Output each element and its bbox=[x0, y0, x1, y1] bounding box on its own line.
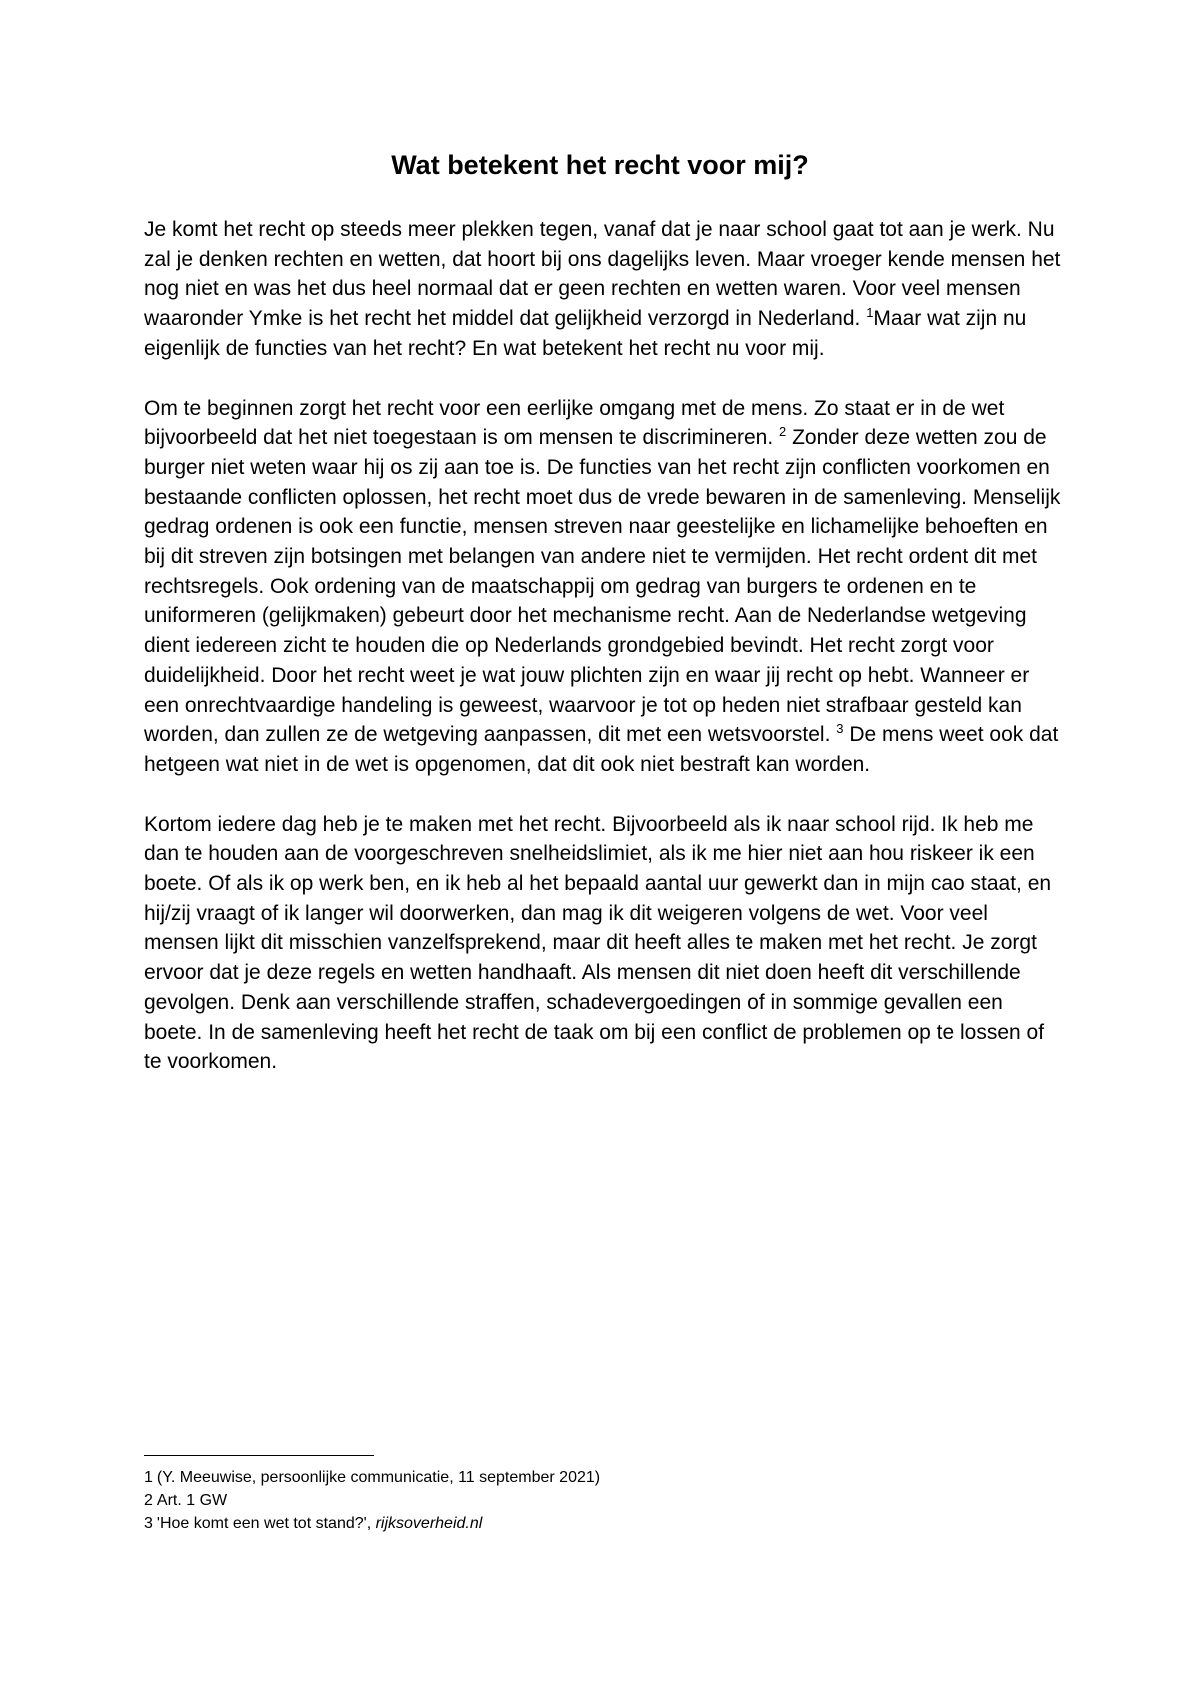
paragraph-functions-text-a: Om te beginnen zorgt het recht voor een eerlijke omgang met de mens. Zo staat er in de wet bijvoorbeeld dat het niet toegestaan is om mensen te discrimineren. bbox=[144, 396, 1005, 450]
footnote-1 bbox=[144, 1466, 1044, 1489]
footnote-1-text: (Y. Meeuwise, persoonlijke communicatie, 11 september 2021) bbox=[156, 1469, 601, 1486]
footnote-2-text: Art. 1 GW bbox=[156, 1492, 228, 1509]
paragraph-functions-text-b: Zonder deze wetten zou de burger niet weten waar hij os zij aan toe is. De functies van het recht zijn conflicten voorkomen en bestaande conflicten oplossen, het recht moet dus de vrede bewaren in de samenleving. Menselijk gedrag ordenen is ook een functie, mensen streven naar geestelijke en lichamelijke behoeften en bij dit streven zijn botsingen met belangen van andere niet te vermijden. Het recht ordent dit met rechtsregels. Ook ordening van de maatschappij om gedrag van burgers te ordenen en te uniformeren (gelijkmaken) gebeurt door het mechanisme recht. Aan de Nederlandse wetgeving dient iedereen zicht te houden die op Nederlands grondgebied bevindt. Het recht zorgt voor duidelijkheid. Door het recht weet je wat jouw plichten zijn en waar jij recht op hebt. Wanneer er een onrechtvaardige handeling is geweest, waarvoor je tot op heden niet strafbaar gesteld kan worden, dan zullen ze de wetgeving aanpassen, dit met een wetsvoorstel. bbox=[144, 426, 1061, 747]
paragraph-intro-text-b: Maar wat zijn nu eigenlijk de functies van het recht? En wat betekent het recht nu voor mij. bbox=[144, 307, 1027, 360]
footnote-1-number: 1 bbox=[144, 1469, 153, 1486]
footnote-reference-3: 3 bbox=[836, 721, 844, 737]
footnote-2-number: 2 bbox=[144, 1492, 153, 1509]
paragraph-intro bbox=[144, 215, 1064, 364]
footnote-3 bbox=[144, 1512, 1044, 1535]
footnote-3-text: 'Hoe komt een wet tot stand?', bbox=[156, 1515, 376, 1532]
document-body bbox=[144, 215, 1064, 1107]
footnote-separator bbox=[144, 1455, 374, 1456]
footnote-2 bbox=[144, 1489, 1044, 1512]
paragraph-functions bbox=[144, 394, 1064, 780]
footnote-3-source: rijksoverheid.nl bbox=[375, 1515, 483, 1532]
paragraph-functions-text-c: De mens weet ook dat hetgeen wat niet in de wet is opgenomen, dat dit ook niet bestraft kan worden. bbox=[144, 723, 1059, 776]
footnote-reference-2: 2 bbox=[779, 424, 787, 440]
document-title: Wat betekent het recht voor mij? bbox=[391, 150, 809, 180]
footnote-3-number: 3 bbox=[144, 1515, 153, 1532]
paragraph-intro-text-a: Je komt het recht op steeds meer plekken tegen, vanaf dat je naar school gaat tot aan je werk. Nu zal je denken rechten en wetten, dat hoort bij ons dagelijks leven. Maar vroeger kende mensen het nog niet en was het dus heel normaal dat er geen rechten en wetten waren. Voor veel mensen waaronder Ymke is het recht het middel dat gelijkheid verzorgd in Nederland. bbox=[144, 218, 1061, 331]
paragraph-conclusion: Kortom iedere dag heb je te maken met het recht. Bijvoorbeeld als ik naar school rijd. Ik heb me dan te houden aan de voorgeschreven snelheidslimiet, als ik me hier niet aan hou riskeer ik een boete. Of als ik op werk ben, en ik heb al het bepaald aantal uur gewerkt dan in mijn cao staat, en hij/zij vraagt of ik langer wil doorwerken, dan mag ik dit weigeren volgens de wet. Voor veel mensen lijkt dit misschien vanzelfsprekend, maar dit heeft alles te maken met het recht. Je zorgt ervoor dat je deze regels en wetten handhaaft. Als mensen dit niet doen heeft dit verschillende gevolgen. Denk aan verschillende straffen, schadevergoedingen of in sommige gevallen een boete. In de samenleving heeft het recht de taak om bij een conflict de problemen op te lossen of te voorkomen. bbox=[144, 812, 1052, 1074]
footnote-reference-1: 1 bbox=[866, 305, 874, 321]
footnotes bbox=[144, 1466, 1044, 1535]
